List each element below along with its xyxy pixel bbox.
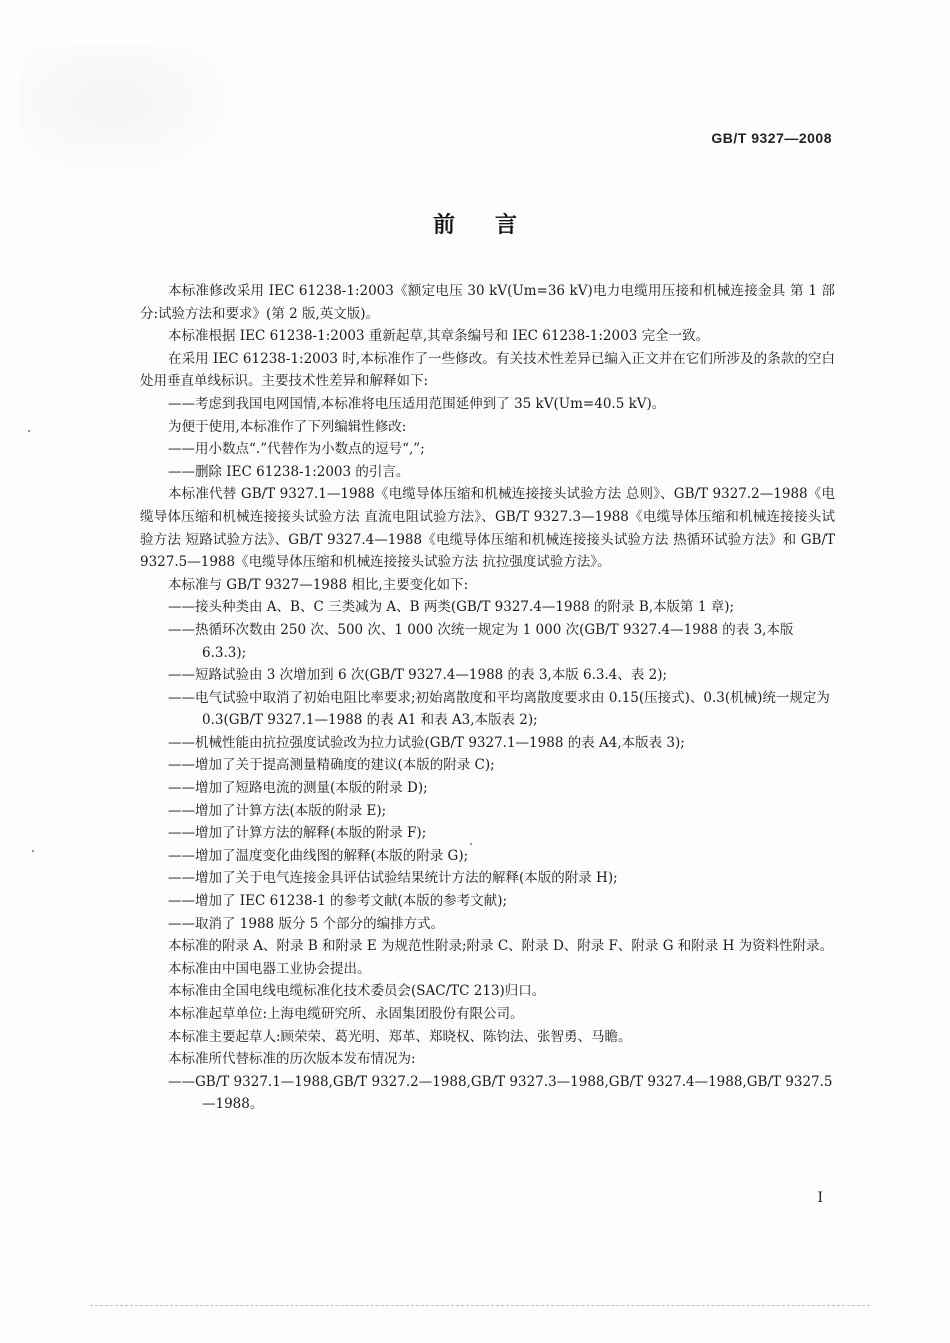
list-item: ——增加了短路电流的测量(本版的附录 D); xyxy=(168,780,428,797)
paragraph: 本标准起草单位:上海电缆研究所、永固集团股份有限公司。 xyxy=(168,1006,524,1022)
paragraph: 本标准的附录 A、附录 B 和附录 E 为规范性附录;附录 C、附录 D、附录 F、附录 G 和附录 H 为资料性附录。 xyxy=(168,938,834,955)
paragraph: 在采用 IEC 61238-1:2003 时,本标准作了一些修改。有关技术性差异已编入正文并在它们所涉及的条款的空白处用垂直单线标识。主要技术性差异和解释如下: xyxy=(140,350,835,390)
preface-body xyxy=(140,280,835,1116)
scan-shadow xyxy=(20,45,250,185)
list-item: ——删除 IEC 61238-1:2003 的引言。 xyxy=(168,463,410,480)
scan-speck xyxy=(32,850,34,852)
page-number: I xyxy=(817,1190,823,1206)
paragraph: 本标准由全国电线电缆标准化技术委员会(SAC/TC 213)归口。 xyxy=(168,983,546,1000)
paragraph: 本标准由中国电器工业协会提出。 xyxy=(168,960,371,977)
list-item: ——接头种类由 A、B、C 三类减为 A、B 两类(GB/T 9327.4—1988 的附录 B,本版第 1 章); xyxy=(168,599,735,616)
list-item: ——增加了 IEC 61238-1 的参考文献(本版的参考文献); xyxy=(168,893,508,910)
list-item: ——GB/T 9327.1—1988,GB/T 9327.2—1988,GB/T 9327.3—1988,GB/T 9327.4—1988,GB/T 9327.5—1988。 xyxy=(168,1073,833,1113)
list-item: ——热循环次数由 250 次、500 次、1 000 次统一规定为 1 000 次(GB/T 9327.4—1988 的表 3,本版 6.3.3); xyxy=(168,621,794,661)
standard-number: GB/T 9327—2008 xyxy=(711,130,832,146)
list-item: ——增加了计算方法的解释(本版的附录 F); xyxy=(168,825,427,842)
paragraph: 本标准代替 GB/T 9327.1—1988《电缆导体压缩和机械连接接头试验方法 总则》、GB/T 9327.2—1988《电缆导体压缩和机械连接接头试验方法 直流电阻试验方法》、GB/T 9327.3—1988《电缆导体压缩和机械连接接头试验方法 短路试验方法》、GB/T 9327.4—1988《电缆导体压缩和机械连接接头试验方法 热循环试验方法》和 GB/T 9327.5—1988《电缆导体压缩和机械连接接头试验方法 抗拉强度试验方法》。 xyxy=(140,486,835,571)
paragraph: 本标准与 GB/T 9327—1988 相比,主要变化如下: xyxy=(168,576,469,593)
list-item: ——机械性能由抗拉强度试验改为拉力试验(GB/T 9327.1—1988 的表 A4,本版表 3); xyxy=(168,734,685,751)
list-item: ——短路试验由 3 次增加到 6 次(GB/T 9327.4—1988 的表 3,本版 6.3.4、表 2); xyxy=(168,667,668,684)
list-item: ——考虑到我国电网国情,本标准将电压适用范围延伸到了 35 kV(Um=40.5 kV)。 xyxy=(168,395,666,412)
paragraph: 为便于使用,本标准作了下列编辑性修改: xyxy=(168,418,407,435)
scan-edge-line xyxy=(90,1305,870,1307)
list-item: ——增加了计算方法(本版的附录 E); xyxy=(168,802,387,819)
list-item: ——电气试验中取消了初始电阻比率要求;初始离散度和平均离散度要求由 0.15(压接式)、0.3(机械)统一规定为 0.3(GB/T 9327.1—1988 的表 A1 和表 A3,本版表 2); xyxy=(168,689,830,729)
scan-speck xyxy=(28,430,30,432)
scan-speck xyxy=(470,843,472,845)
page-title: 前言 xyxy=(432,213,557,238)
list-item: ——增加了温度变化曲线图的解释(本版的附录 G); xyxy=(168,847,469,864)
list-item: ——增加了关于提高测量精确度的建议(本版的附录 C); xyxy=(168,757,495,774)
list-item: ——增加了关于电气连接金具评估试验结果统计方法的解释(本版的附录 H); xyxy=(168,870,618,887)
paragraph: 本标准主要起草人:顾荣荣、葛光明、郑革、郑晓权、陈钧法、张智勇、马瞻。 xyxy=(168,1028,632,1045)
list-item: ——取消了 1988 版分 5 个部分的编排方式。 xyxy=(168,915,445,932)
list-item: ——用小数点“.”代替作为小数点的逗号“,”; xyxy=(168,441,425,458)
paragraph: 本标准所代替标准的历次版本发布情况为: xyxy=(168,1051,416,1068)
paragraph: 本标准修改采用 IEC 61238-1:2003《额定电压 30 kV(Um=36 kV)电力电缆用压接和机械连接金具 第 1 部分:试验方法和要求》(第 2 版,英文版)。 xyxy=(140,283,835,322)
paragraph: 本标准根据 IEC 61238-1:2003 重新起草,其章条编号和 IEC 61238-1:2003 完全一致。 xyxy=(168,328,710,345)
